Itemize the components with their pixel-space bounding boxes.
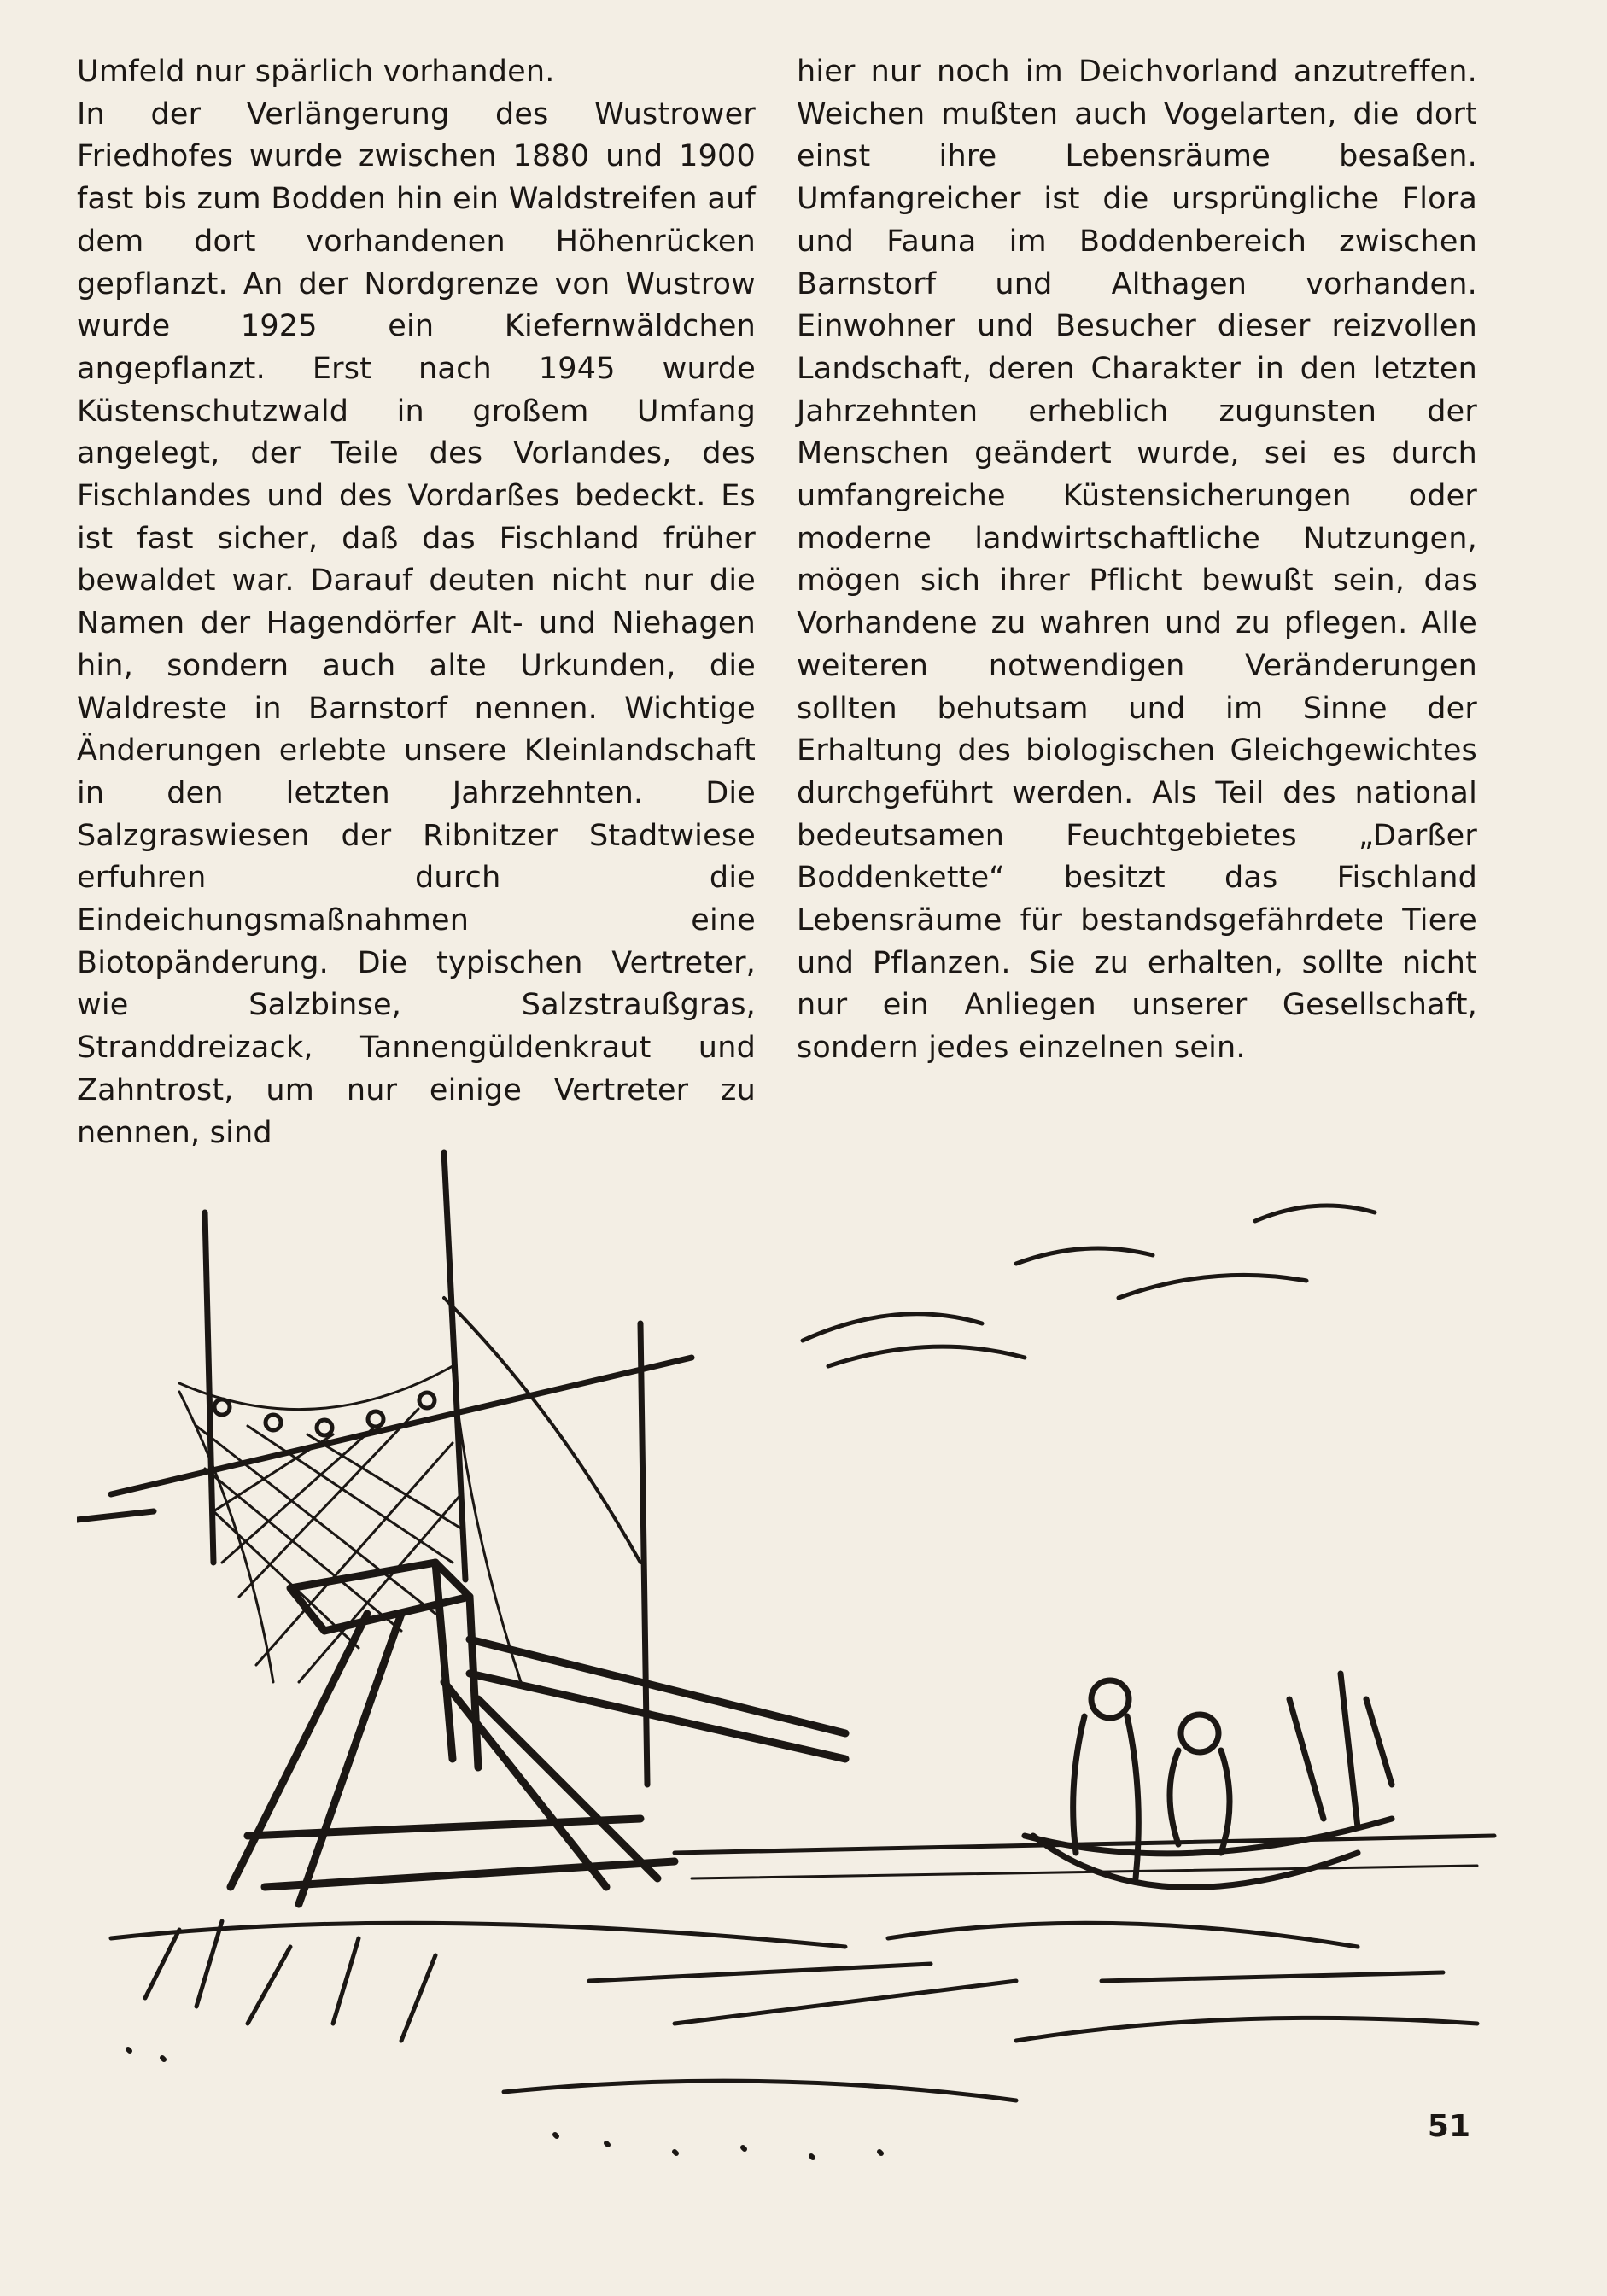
horizon-line xyxy=(675,1836,1494,1878)
ground-stipple xyxy=(128,2049,881,2158)
ink-sketch-fishermen-illustration xyxy=(77,1084,1511,2211)
paragraph: Umfeld nur spärlich vorhanden. xyxy=(77,55,555,89)
net-poles xyxy=(77,1153,692,1785)
fishing-net xyxy=(179,1298,640,1682)
text-column-left xyxy=(77,51,756,1154)
sky-strokes xyxy=(803,1206,1375,1366)
boat-with-fishermen xyxy=(1025,1674,1392,1888)
page-number: 51 xyxy=(1427,2109,1470,2144)
text-column-right xyxy=(797,51,1477,1070)
paragraph: In der Verlängerung des Wustrower Friedhofes wurde zwischen 1880 und 1900 fast bis zum Bodden hin ein Waldstreifen auf dem dort vorhandenen Höhenrücken gepflanzt. An der Nordgrenze von Wustrow wurde 1925 ein Kiefernwäldchen angepflanzt. Erst nach 1945 wurde Küstenschutzwald in großem Umfang angelegt, der Teile des Vorlandes, des Fischlandes und des Vordarßes bedeckt. Es ist fast sicher, daß das Fischland früher bewaldet war. Darauf deuten nicht nur die Namen der Hagendörfer Alt- und Niehagen hin, sondern auch alte Urkunden, die Waldreste in Barnstorf nennen. Wichtige Änderungen erlebte unsere Kleinlandschaft in den letzten Jahrzehnten. Die Salzgraswiesen der Ribnitzer Stadtwiese erfuhren durch die Eindeichungsmaßnahmen eine Biotopänderung. Die typischen Vertreter, wie Salzbinse, Salzstraußgras, Stranddreizack, Tannengüldenkraut und Zahntrost, um nur einige Vertreter zu nennen, sind xyxy=(77,96,756,1150)
paragraph: hier nur noch im Deichvorland anzutreffen. Weichen mußten auch Vogelarten, die dort einst ihre Lebensräume besaßen. Umfangreicher ist die ursprüngliche Flora und Fauna im Boddenbereich zwischen Barnstorf und Althagen vorhanden. Einwohner und Besucher dieser reizvollen Landschaft, deren Charakter in den letzten Jahrzehnten erheblich zugunsten der Menschen geändert wurde, sei es durch umfangreiche Küstensicherungen oder moderne landwirtschaftliche Nutzungen, mögen sich ihrer Pflicht bewußt sein, das Vorhandene zu wahren und zu pflegen. Alle weiteren notwendigen Veränderungen sollten behutsam und im Sinne der Erhaltung des biologischen Gleichgewichtes durchgeführt werden. Als Teil des national bedeutsamen Feuchtgebietes „Darßer Boddenkette“ besitzt das Fischland Lebensräume für bestandsgefährdete Tiere und Pflanzen. Sie zu erhalten, sollte nicht nur ein Anliegen unserer Gesellschaft, sondern jedes einzelnen sein. xyxy=(797,55,1477,1066)
foreground-grass xyxy=(111,1921,1477,2100)
